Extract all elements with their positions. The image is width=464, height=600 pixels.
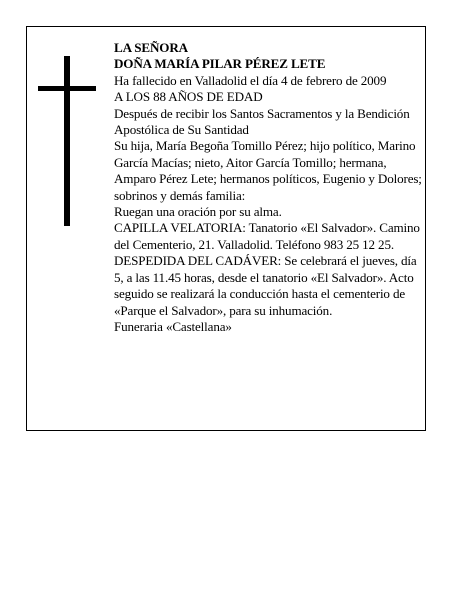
farewell-info: DESPEDIDA DEL CADÁVER: Se celebrará el jueves, día 5, a las 11.45 horas, desde el tanatorio «El Salvador». Acto seguido se realizará la conducción hasta el cementerio de «Parque el Salvador», para su inhumación.: [114, 253, 417, 318]
cross-vertical-bar: [64, 56, 70, 226]
age-statement: A LOS 88 AÑOS DE EDAD: [114, 89, 263, 105]
notice-title: LA SEÑORA: [114, 40, 188, 55]
chapel-info: CAPILLA VELATORIA: Tanatorio «El Salvador». Camino del Cementerio, 21. Valladolid. Teléfono 983 25 12 25.: [114, 220, 420, 252]
sacraments-statement: Después de recibir los Santos Sacramentos y la Bendición Apostólica de Su Santidad: [114, 105, 410, 138]
prayer-request: Ruegan una oración por su alma.: [114, 204, 282, 220]
obituary-notice: [26, 26, 426, 431]
family-list: Su hija, María Begoña Tomillo Pérez; hijo político, Marino García Macías; nieto, Aitor García Tomillo; hermana, Amparo Pérez Lete; hermanos políticos, Eugenio y Dolores; sobrinos y demás familia:: [114, 138, 422, 203]
death-statement: Ha fallecido en Valladolid el día 4 de febrero de 2009: [114, 72, 387, 88]
deceased-name: DOÑA MARÍA PILAR PÉREZ LETE: [114, 56, 326, 72]
funeral-home: Funeraria «Castellana»: [114, 318, 232, 334]
notice-text: [114, 40, 426, 335]
cross-horizontal-bar: [38, 86, 96, 91]
cross-icon: [38, 56, 96, 226]
